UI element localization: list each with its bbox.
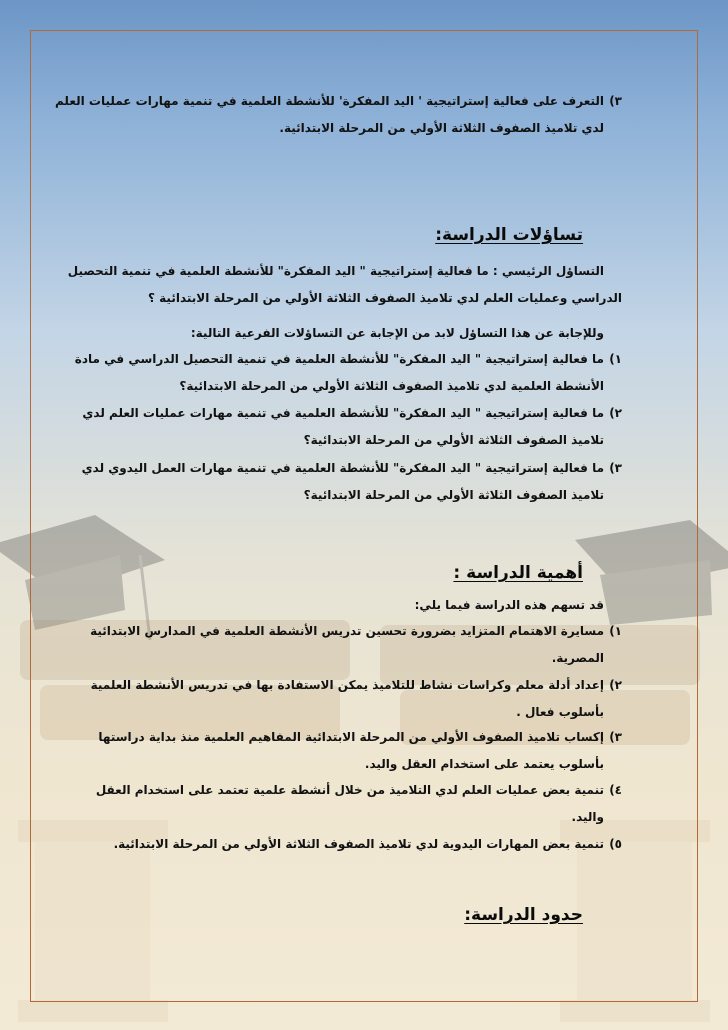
limits-heading: حدود الدراسة: [464, 905, 583, 925]
importance-text: تنمية بعض عمليات العلم لدي التلاميذ من خلال أنشطة علمية تعتمد على استخدام العقل [95, 783, 604, 797]
main-question-line: التساؤل الرئيسي : ما فعالية إستراتيجية " اليد المفكرة" للأنشطة العلمية في تنمية التحصيل [67, 264, 604, 278]
sub-question-text: ما فعالية إستراتيجية " اليد المفكرة" للأنشطة العلمية في تنمية مهارات العمل اليدوي لدي [81, 461, 604, 475]
importance-item [100, 831, 622, 858]
importance-item [95, 777, 622, 831]
main-question [67, 258, 622, 312]
sub-question-number: ٢) [609, 406, 622, 420]
goal-item-text: التعرف على فعالية إستراتيجية ' اليد المفكرة' للأنشطة العلمية في تنمية مهارات عمليات العلم [55, 94, 604, 108]
goal-item [55, 88, 622, 142]
importance-number: ٤) [609, 783, 622, 797]
questions-heading: تساؤلات الدراسة: [435, 225, 583, 245]
importance-number: ٣) [609, 730, 622, 744]
sub-question-number: ١) [609, 352, 622, 366]
sub-question-text: ما فعالية إستراتيجية " اليد المفكرة" للأنشطة العلمية في تنمية التحصيل الدراسي في مادة [74, 352, 604, 366]
importance-number: ٢) [609, 678, 622, 692]
importance-number: ٥) [609, 837, 622, 851]
importance-item [100, 724, 622, 778]
sub-questions-intro [100, 320, 622, 347]
goal-item-number: ٣) [609, 94, 622, 108]
importance-text: تنمية بعض المهارات اليدوية لدي تلاميذ الصفوف الثلاثة الأولي من المرحلة الابتدائية. [113, 837, 604, 851]
importance-text: مسايرة الاهتمام المتزايد بضرورة تحسين تدريس الأنشطة العلمية في المدارس الابتدائية [90, 624, 604, 638]
sub-question-text: ما فعالية إستراتيجية " اليد المفكرة" للأنشطة العلمية في تنمية مهارات عمليات العلم لدي [82, 406, 604, 420]
importance-number: ١) [609, 624, 622, 638]
sub-question-number: ٣) [609, 461, 622, 475]
sub-question-continuation: الأنشطة العلمية لدي تلاميذ الصفوف الثلاثة الأولي من المرحلة الابتدائية؟ [179, 379, 604, 393]
importance-continuation: واليد. [571, 810, 604, 824]
importance-continuation: بأسلوب فعال . [516, 705, 604, 719]
importance-item [90, 672, 622, 726]
sub-question-continuation: تلاميذ الصفوف الثلاثة الأولي من المرحلة الابتدائية؟ [303, 488, 604, 502]
sub-question-item [81, 455, 622, 509]
sub-question-continuation: تلاميذ الصفوف الثلاثة الأولي من المرحلة الابتدائية؟ [303, 433, 604, 447]
importance-intro [100, 592, 622, 619]
importance-text: إكساب تلاميذ الصفوف الأولي من المرحلة الابتدائية المفاهيم العلمية منذ بداية دراستها [98, 730, 604, 744]
importance-continuation: بأسلوب يعتمد على استخدام العقل واليد. [364, 757, 604, 771]
importance-text: إعداد أدلة معلم وكراسات نشاط للتلاميذ يمكن الاستفادة بها في تدريس الأنشطة العلمية [90, 678, 604, 692]
sub-question-item [82, 400, 622, 454]
importance-continuation: المصرية. [551, 651, 604, 665]
importance-item [90, 618, 622, 672]
importance-intro-text: قد تسهم هذه الدراسة فيما يلي: [414, 598, 604, 612]
sub-questions-intro-text: وللإجابة عن هذا التساؤل لابد من الإجابة عن التساؤلات الفرعية التالية: [190, 326, 604, 340]
main-question-line: الدراسي وعمليات العلم لدي تلاميذ الصفوف الثلاثة الأولي من المرحلة الابتدائية ؟ [148, 291, 622, 305]
sub-question-item [74, 346, 622, 400]
importance-heading: أهمية الدراسة : [453, 563, 583, 583]
goal-item-continuation: لدي تلاميذ الصفوف الثلاثة الأولي من المرحلة الابتدائية. [279, 121, 604, 135]
